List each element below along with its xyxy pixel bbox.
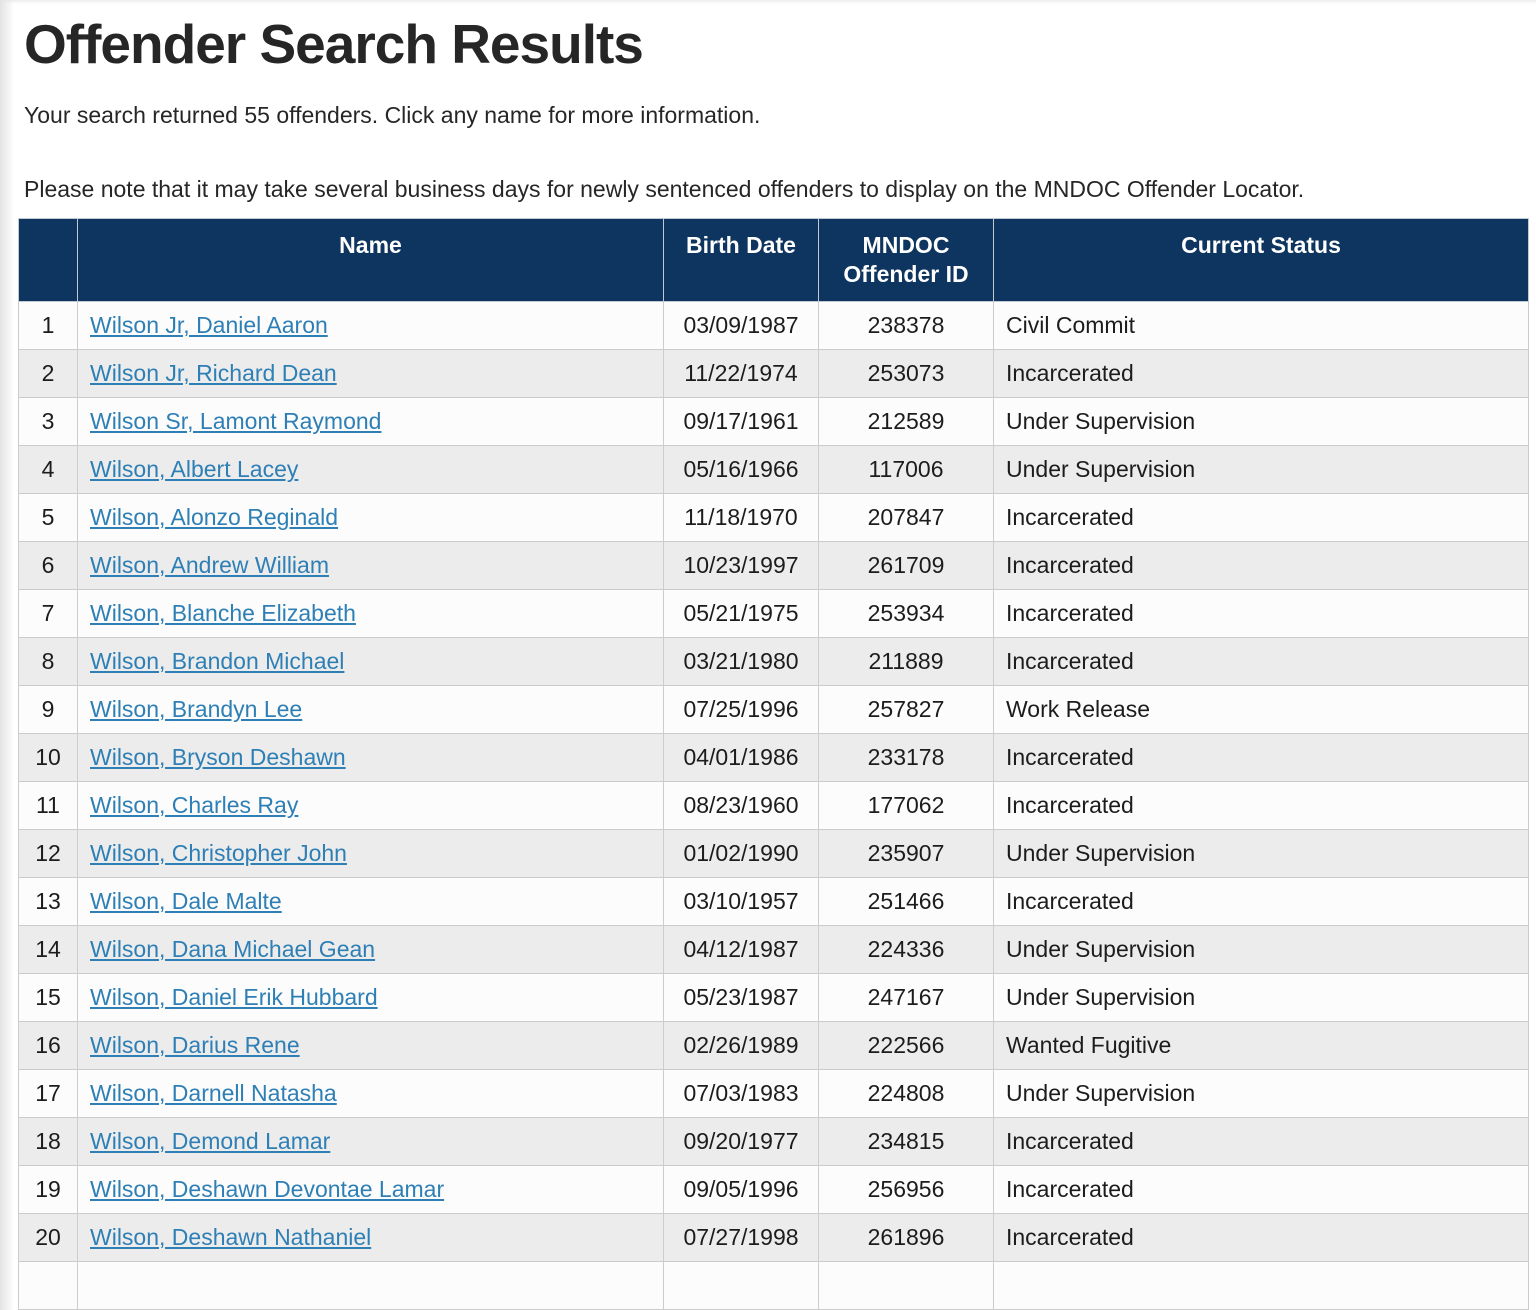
- offender-name-cell: [78, 350, 664, 398]
- birth-date-cell: 05/21/1975: [664, 590, 819, 638]
- offender-name-link[interactable]: Wilson, Charles Ray: [90, 792, 299, 819]
- offender-name-link[interactable]: Wilson, Christopher John: [90, 840, 347, 867]
- table-row: [19, 1022, 1529, 1070]
- offender-name-cell: [78, 734, 664, 782]
- table-row: [19, 1166, 1529, 1214]
- offender-name-cell: [78, 398, 664, 446]
- offender-name-link[interactable]: Wilson, Deshawn Devontae Lamar: [90, 1176, 445, 1203]
- offender-name-link[interactable]: Wilson, Darius Rene: [90, 1032, 300, 1059]
- birth-date-cell: 04/12/1987: [664, 926, 819, 974]
- offender-name-cell: [78, 638, 664, 686]
- table-row: [19, 878, 1529, 926]
- row-number-cell: 4: [19, 446, 78, 494]
- column-header-offender-id: MNDOC Offender ID: [819, 219, 994, 302]
- offender-name-cell: [78, 494, 664, 542]
- current-status-cell: Incarcerated: [994, 350, 1529, 398]
- page-title: Offender Search Results: [24, 13, 643, 75]
- row-number-cell: 5: [19, 494, 78, 542]
- empty-cell: [78, 1262, 664, 1310]
- empty-cell: [819, 1262, 994, 1310]
- offender-name-cell: [78, 1070, 664, 1118]
- offender-name-link[interactable]: Wilson, Brandon Michael: [90, 648, 345, 675]
- row-number-cell: 6: [19, 542, 78, 590]
- offender-name-cell: [78, 782, 664, 830]
- table-row: [19, 302, 1529, 350]
- birth-date-cell: 11/18/1970: [664, 494, 819, 542]
- offender-name-link[interactable]: Wilson, Bryson Deshawn: [90, 744, 346, 771]
- current-status-cell: Incarcerated: [994, 1166, 1529, 1214]
- table-row: [19, 1214, 1529, 1262]
- offender-name-cell: [78, 926, 664, 974]
- birth-date-cell: 03/10/1957: [664, 878, 819, 926]
- birth-date-cell: 08/23/1960: [664, 782, 819, 830]
- row-number-cell: 3: [19, 398, 78, 446]
- birth-date-cell: 09/20/1977: [664, 1118, 819, 1166]
- offender-name-link[interactable]: Wilson, Alonzo Reginald: [90, 504, 339, 531]
- current-status-cell: Under Supervision: [994, 974, 1529, 1022]
- row-number-cell: 2: [19, 350, 78, 398]
- row-number-cell: 13: [19, 878, 78, 926]
- offender-name-link[interactable]: Wilson, Daniel Erik Hubbard: [90, 984, 378, 1011]
- results-summary-text: Your search returned 55 offenders. Click any name for more information.: [24, 102, 761, 128]
- column-header-name: Name: [78, 219, 664, 302]
- table-row: [19, 1070, 1529, 1118]
- offender-id-cell: 222566: [819, 1022, 994, 1070]
- offender-name-link[interactable]: Wilson, Blanche Elizabeth: [90, 600, 356, 627]
- current-status-cell: Incarcerated: [994, 878, 1529, 926]
- row-number-cell: 7: [19, 590, 78, 638]
- table-row-partial: [19, 1262, 1529, 1310]
- row-number-cell: 17: [19, 1070, 78, 1118]
- current-status-cell: Work Release: [994, 686, 1529, 734]
- table-row: [19, 686, 1529, 734]
- offender-name-link[interactable]: Wilson, Deshawn Nathaniel: [90, 1224, 372, 1251]
- row-number-cell: 20: [19, 1214, 78, 1262]
- offender-name-cell: [78, 830, 664, 878]
- row-number-cell: 14: [19, 926, 78, 974]
- offender-id-cell: 238378: [819, 302, 994, 350]
- offender-name-link[interactable]: Wilson, Dale Malte: [90, 888, 282, 915]
- offender-id-cell: 261709: [819, 542, 994, 590]
- current-status-cell: Incarcerated: [994, 638, 1529, 686]
- offender-id-cell: 253934: [819, 590, 994, 638]
- offender-id-cell: 211889: [819, 638, 994, 686]
- offender-name-link[interactable]: Wilson, Albert Lacey: [90, 456, 299, 483]
- empty-cell: [19, 1262, 78, 1310]
- offender-name-link[interactable]: Wilson, Andrew William: [90, 552, 329, 579]
- offender-name-cell: [78, 1022, 664, 1070]
- column-header-birth-date: Birth Date: [664, 219, 819, 302]
- current-status-cell: Incarcerated: [994, 1214, 1529, 1262]
- offender-name-cell: [78, 974, 664, 1022]
- column-header-rownum: [19, 219, 78, 302]
- offender-id-cell: 233178: [819, 734, 994, 782]
- row-number-cell: 11: [19, 782, 78, 830]
- current-status-cell: Under Supervision: [994, 398, 1529, 446]
- offender-id-cell: 117006: [819, 446, 994, 494]
- offender-id-cell: 224336: [819, 926, 994, 974]
- offender-name-link[interactable]: Wilson Jr, Daniel Aaron: [90, 312, 328, 339]
- offender-name-link[interactable]: Wilson Sr, Lamont Raymond: [90, 408, 382, 435]
- birth-date-cell: 09/05/1996: [664, 1166, 819, 1214]
- empty-cell: [664, 1262, 819, 1310]
- offender-name-cell: [78, 590, 664, 638]
- offender-id-cell: 251466: [819, 878, 994, 926]
- offender-name-cell: [78, 686, 664, 734]
- birth-date-cell: 07/27/1998: [664, 1214, 819, 1262]
- offender-id-cell: 235907: [819, 830, 994, 878]
- current-status-cell: Incarcerated: [994, 1118, 1529, 1166]
- current-status-cell: Under Supervision: [994, 926, 1529, 974]
- birth-date-cell: 04/01/1986: [664, 734, 819, 782]
- offender-id-cell: 177062: [819, 782, 994, 830]
- table-row: [19, 830, 1529, 878]
- current-status-cell: Incarcerated: [994, 782, 1529, 830]
- table-row: [19, 782, 1529, 830]
- current-status-cell: Under Supervision: [994, 830, 1529, 878]
- offender-id-cell: 212589: [819, 398, 994, 446]
- empty-cell: [994, 1262, 1529, 1310]
- offender-name-cell: [78, 542, 664, 590]
- offender-name-link[interactable]: Wilson, Darnell Natasha: [90, 1080, 337, 1107]
- table-row: [19, 350, 1529, 398]
- row-number-cell: 1: [19, 302, 78, 350]
- current-status-cell: Under Supervision: [994, 1070, 1529, 1118]
- birth-date-cell: 05/16/1966: [664, 446, 819, 494]
- birth-date-cell: 05/23/1987: [664, 974, 819, 1022]
- table-row: [19, 446, 1529, 494]
- current-status-cell: Incarcerated: [994, 542, 1529, 590]
- birth-date-cell: 10/23/1997: [664, 542, 819, 590]
- offender-name-cell: [78, 302, 664, 350]
- offender-results-table: [18, 218, 1529, 1310]
- offender-name-cell: [78, 1118, 664, 1166]
- birth-date-cell: 02/26/1989: [664, 1022, 819, 1070]
- row-number-cell: 8: [19, 638, 78, 686]
- offender-name-link[interactable]: Wilson Jr, Richard Dean: [90, 360, 337, 387]
- current-status-cell: Wanted Fugitive: [994, 1022, 1529, 1070]
- row-number-cell: 15: [19, 974, 78, 1022]
- offender-id-cell: 207847: [819, 494, 994, 542]
- offender-name-cell: [78, 1166, 664, 1214]
- offender-id-cell: 257827: [819, 686, 994, 734]
- row-number-cell: 19: [19, 1166, 78, 1214]
- offender-name-link[interactable]: Wilson, Brandyn Lee: [90, 696, 303, 723]
- table-header-row: [19, 219, 1529, 302]
- row-number-cell: 9: [19, 686, 78, 734]
- row-number-cell: 12: [19, 830, 78, 878]
- table-row: [19, 1118, 1529, 1166]
- current-status-cell: Incarcerated: [994, 590, 1529, 638]
- birth-date-cell: 03/21/1980: [664, 638, 819, 686]
- table-row: [19, 734, 1529, 782]
- table-row: [19, 494, 1529, 542]
- offender-id-cell: 253073: [819, 350, 994, 398]
- table-row: [19, 590, 1529, 638]
- offender-name-cell: [78, 878, 664, 926]
- offender-id-cell: 234815: [819, 1118, 994, 1166]
- offender-id-cell: 261896: [819, 1214, 994, 1262]
- offender-id-cell: 224808: [819, 1070, 994, 1118]
- current-status-cell: Incarcerated: [994, 734, 1529, 782]
- birth-date-cell: 07/25/1996: [664, 686, 819, 734]
- row-number-cell: 18: [19, 1118, 78, 1166]
- offender-name-cell: [78, 1214, 664, 1262]
- column-header-current-status: Current Status: [994, 219, 1529, 302]
- current-status-cell: Incarcerated: [994, 494, 1529, 542]
- offender-id-cell: 256956: [819, 1166, 994, 1214]
- offender-name-link[interactable]: Wilson, Demond Lamar: [90, 1128, 331, 1155]
- birth-date-cell: 09/17/1961: [664, 398, 819, 446]
- table-row: [19, 974, 1529, 1022]
- offender-name-link[interactable]: Wilson, Dana Michael Gean: [90, 936, 376, 963]
- table-row: [19, 398, 1529, 446]
- current-status-cell: Under Supervision: [994, 446, 1529, 494]
- row-number-cell: 16: [19, 1022, 78, 1070]
- birth-date-cell: 11/22/1974: [664, 350, 819, 398]
- offender-id-cell: 247167: [819, 974, 994, 1022]
- table-row: [19, 542, 1529, 590]
- row-number-cell: 10: [19, 734, 78, 782]
- offender-name-cell: [78, 446, 664, 494]
- birth-date-cell: 07/03/1983: [664, 1070, 819, 1118]
- current-status-cell: Civil Commit: [994, 302, 1529, 350]
- processing-delay-note: Please note that it may take several business days for newly sentenced offenders to display on the MNDOC Offender Locator.: [24, 176, 1305, 202]
- table-row: [19, 926, 1529, 974]
- birth-date-cell: 03/09/1987: [664, 302, 819, 350]
- table-row: [19, 638, 1529, 686]
- birth-date-cell: 01/02/1990: [664, 830, 819, 878]
